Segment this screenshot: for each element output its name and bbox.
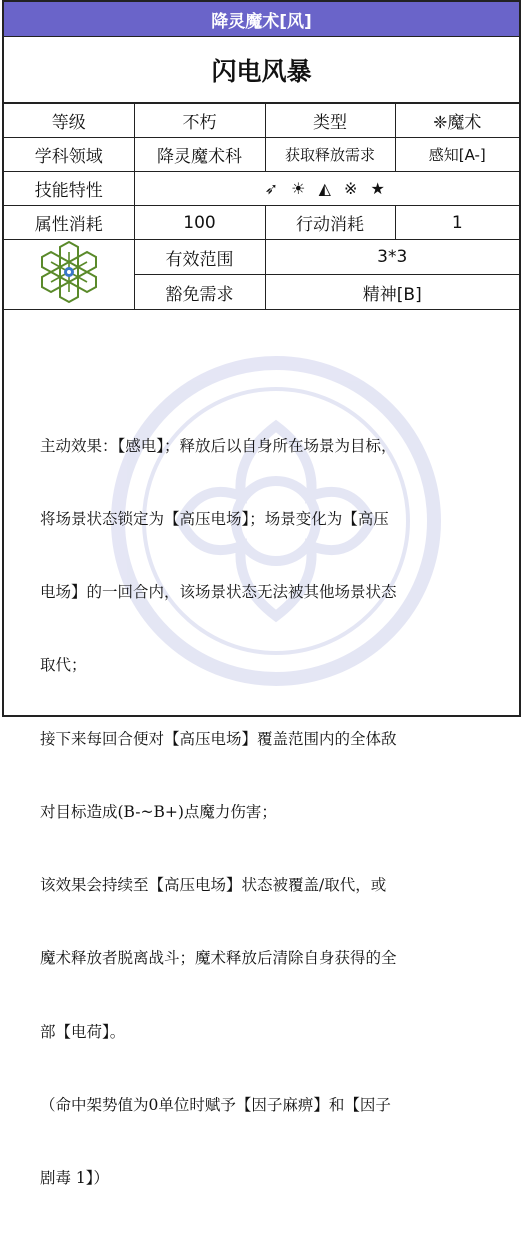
desc-line: 对目标造成(B-~B+)点魔力伤害； [40,802,277,821]
level-label: 等级 [4,104,134,138]
immune-value: 精神[B] [265,275,519,310]
type-value: ❈魔术 [395,104,519,138]
effect-description [40,385,490,1239]
desc-line: 剧毒 1】） [40,1169,110,1187]
desc-line: 该效果会持续至【高压电场】状态被覆盖/取代，或 [40,876,387,895]
area-range-icon [37,240,101,304]
release-value: 感知[A-] [395,138,519,172]
immune-label: 豁免需求 [134,275,265,310]
level-value: 不朽 [134,104,265,138]
attr-cost-value: 100 [134,206,265,240]
field-label: 学科领域 [4,138,134,172]
traits-icons: ➶ ☀ ◭ ※ ★ [134,172,519,206]
traits-label: 技能特性 [4,172,134,206]
header-title: 降灵魔术[风] [211,11,312,32]
action-cost-value: 1 [395,206,519,240]
desc-line: 电场】的一回合内，该场景状态无法被其他场景状态 [40,583,397,602]
desc-line: 部【电荷】。 [40,1022,126,1041]
field-value: 降灵魔术科 [134,138,265,172]
range-value: 3*3 [265,240,519,275]
card-header [4,0,519,37]
skill-name-text: 闪电风暴 [211,56,312,86]
stats-table [4,103,519,310]
release-label: 获取释放需求 [265,138,395,172]
range-label: 有效范围 [134,240,265,275]
desc-line: （命中架势值为0单位时赋予【因子麻痹】和【因子 [40,1095,391,1114]
desc-line: 主动效果：【感电】；释放后以自身所在场景为目标， [40,436,397,455]
skill-name [4,37,519,103]
range-icon-cell [4,240,134,310]
type-label: 类型 [265,104,395,138]
desc-line: 魔术释放者脱离战斗；魔术释放后清除自身获得的全 [40,949,397,968]
action-cost-label: 行动消耗 [265,206,395,240]
desc-line: 接下来每回合便对【高压电场】覆盖范围内的全体敌 [40,729,397,748]
skill-card [2,0,521,1187]
description-area [4,311,519,1187]
desc-line: 将场景状态锁定为【高压电场】；场景变化为【高压 [40,510,389,529]
attr-cost-label: 属性消耗 [4,206,134,240]
desc-line: 取代； [40,656,87,675]
